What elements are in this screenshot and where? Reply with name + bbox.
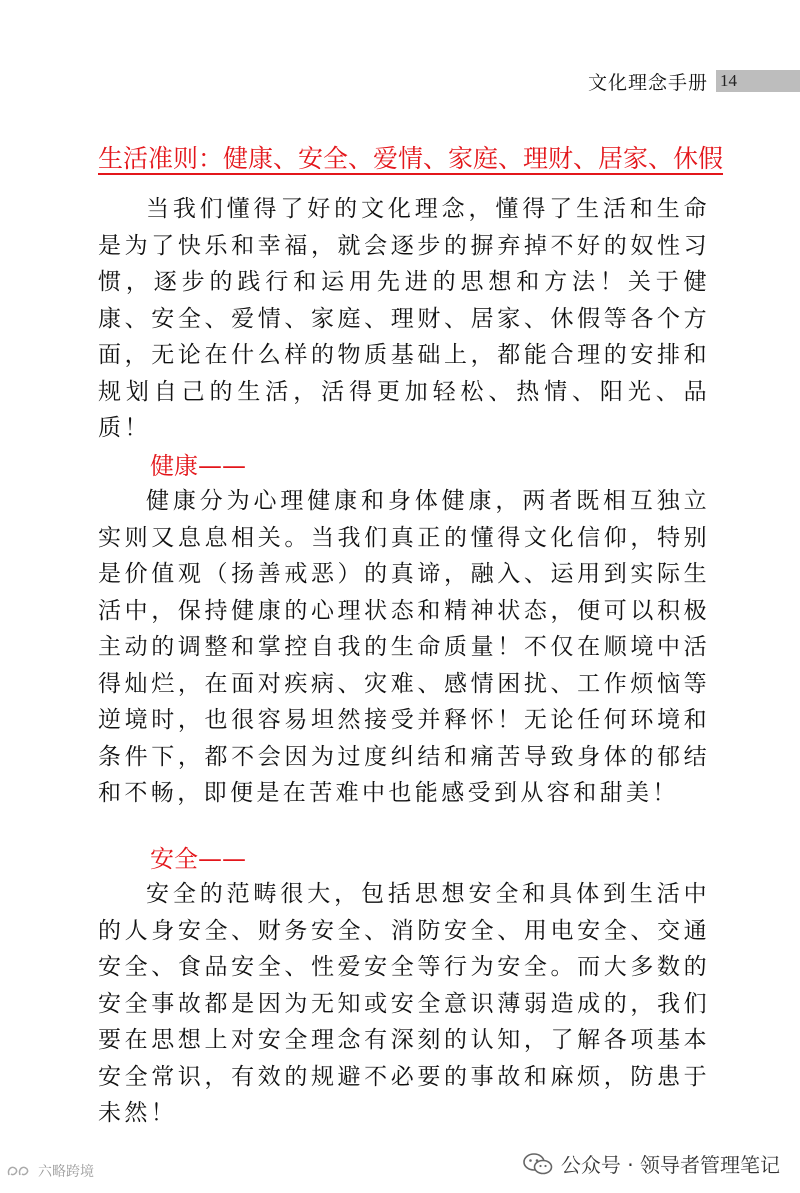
safety-paragraph: 安全的范畴很大，包括思想安全和具体到生活中的人身安全、财务安全、消防安全、用电安全、交通安全、食品安全、性爱安全等行为安全。而大多数的安全事故都是因为无知或安全意识薄弱造成的，我们要在思想上对安全理念有深刻的认知，了解各项基本安全常识，有效的规避不必要的事故和麻烦，防患于未然！ (98, 881, 710, 1126)
wechat-icon (523, 1152, 553, 1176)
health-paragraph: 健康分为心理健康和身体健康，两者既相互独立实则又息息相关。当我们真正的懂得文化信仰，特别是价值观（扬善戒恶）的真谛，融入、运用到实际生活中，保持健康的心理状态和精神状态，便可以积极主动的调整和掌控自我的生命质量！不仅在顺境中活得灿烂，在面对疾病、灾难、感情困扰、工作烦恼等逆境时，也很容易坦然接受并释怀！无论任何环境和条件下，都不会因为过度纠结和痛苦导致身体的郁结和不畅，即便是在苦难中也能感受到从容和甜美！ (98, 488, 710, 806)
watermark (6, 1161, 94, 1181)
section-heading: 生活准则：健康、安全、爱情、家庭、理财、居家、休假 (98, 144, 724, 173)
page-number-tab (716, 70, 800, 92)
book-title: 文化理念手册 (587, 72, 708, 94)
watermark-logo-icon (6, 1163, 34, 1179)
running-header (0, 66, 800, 94)
page-number: 14 (720, 71, 737, 90)
watermark-text: 六略跨境 (38, 1164, 94, 1180)
footer-source (523, 1149, 780, 1178)
intro-paragraph: 当我们懂得了好的文化理念，懂得了生活和生命是为了快乐和幸福，就会逐步的摒弃掉不好的奴性习惯，逐步的践行和运用先进的思想和方法！关于健康、安全、爱情、家庭、理财、居家、休假等各个方面，无论在什么样的物质基础上，都能合理的安排和规划自己的生活，活得更加轻松、热情、阳光、品质！ (98, 196, 710, 441)
safety-title: 安全—— (150, 845, 246, 873)
health-title: 健康—— (150, 452, 246, 480)
footer-source-label: 公众号 · 领导者管理笔记 (560, 1153, 780, 1177)
